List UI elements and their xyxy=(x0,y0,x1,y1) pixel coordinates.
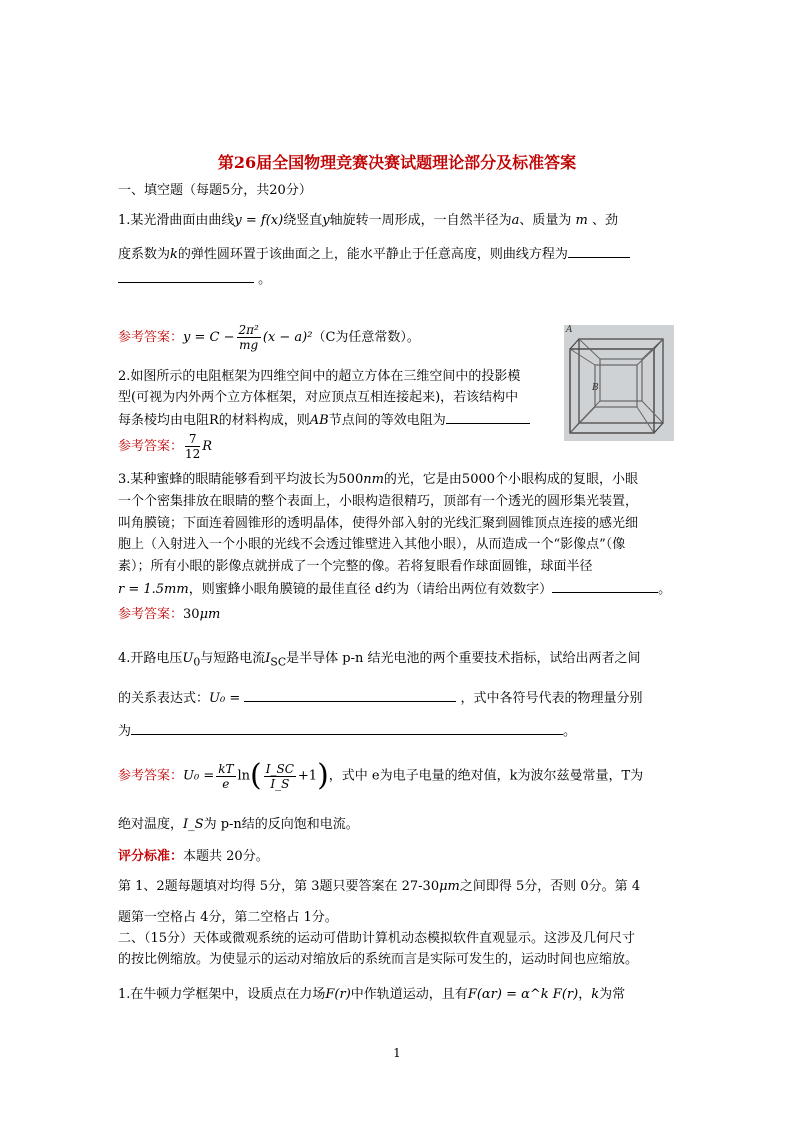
section2-line3: 1.在牛顿力学框架中，设质点在力场F(r)中作轨道运动，且有F(αr) = α^k F(r)，k为常 xyxy=(118,987,626,1002)
q2-line2: 型(可视为内外两个立方体框架，对应顶点互相连接起来)，若该结构中 xyxy=(118,390,519,405)
answer-blank xyxy=(552,580,658,593)
q4-line1: 4.开路电压$U_0$与短路电流$I_{SC}$是半导体 p-n 结光电池的两个重要技术指标，试给出两者之间 xyxy=(118,651,641,669)
q3-line6: r = 1.5mm，则蜜蜂小眼角膜镜的最佳直径 d约为（请给出两位有效数字） 。 xyxy=(118,582,672,597)
figure-label-a: A xyxy=(566,325,573,335)
section1-header: 一、填空题（每题5分，共20分） xyxy=(118,183,312,198)
grading-line1: 评分标准：本题共 20分。 xyxy=(118,849,269,864)
page-number: 1 xyxy=(393,1046,401,1060)
q2-line1: 2.如图所示的电阻框架为四维空间中的超立方体在三维空间中的投影模 xyxy=(118,369,521,384)
q4-answer: 参考答案：U₀ = $\frac{kT}{e}$ ln( $\frac{I\_SC}{I\_S}$ +1)，式中 e为电子电量的绝对值，k为波尔兹曼常量，T为 xyxy=(118,758,644,793)
q1-answer: 参考答案：y = C − $\frac{\text{2π²}}{mg}$ (x − a)²（C为任意常数）。 xyxy=(118,323,420,352)
answer-blank xyxy=(244,689,456,702)
q2-answer: 参考答案： $\frac{7}{12}$ R xyxy=(118,432,213,461)
figure-label-b: B xyxy=(592,383,599,393)
section2-line1: 二、（15分）天体或微观系统的运动可借助计算机动态模拟软件直观显示。这涉及几何尺寸 xyxy=(118,931,636,946)
answer-blank xyxy=(118,270,254,283)
answer-blank xyxy=(568,245,630,258)
answer-blank xyxy=(131,722,563,735)
q3-line2: 一个个密集排放在眼睛的整个表面上，小眼构造很精巧，顶部有一个透光的圆形集光装置， xyxy=(118,494,639,509)
q2-line3: 每条棱均由电阻R的材料构成，则AB节点间的等效电阻为 xyxy=(118,411,530,430)
q4-line2: 的关系表达式：U₀ = ，式中各符号代表的物理量分别 xyxy=(118,691,643,706)
grading-line3: 题第一空格占 4分，第二空格占 1分。 xyxy=(118,910,338,925)
q3-answer: 参考答案：30μm xyxy=(118,607,221,622)
section2-line2: 的按比例缩放。为使显示的运动对缩放后的系统而言是实际可发生的，运动时间也应缩放。 xyxy=(118,952,639,967)
page-title: 第26届全国物理竞赛决赛试题理论部分及标准答案 xyxy=(217,153,577,172)
answer-blank xyxy=(446,411,530,424)
hypercube-figure xyxy=(564,325,674,441)
q4-answer-line2: 绝对温度，I_S为 p-n结的反向饱和电流。 xyxy=(118,817,359,832)
q3-line3: 叫角膜镜；下面连着圆锥形的透明晶体，使得外部入射的光线汇聚到圆锥顶点连接的感光细 xyxy=(118,516,639,531)
q1-line3: 。 xyxy=(118,270,271,289)
q4-line3: 为 。 xyxy=(118,724,577,739)
q3-line4: 胞上（入射进入一个小眼的光线不会透过锥壁进入其他小眼），从而造成一个“影像点”（像 xyxy=(118,537,626,552)
grading-line2: 第 1、2题每题填对均得 5分，第 3题只要答案在 27-30μm之间即得 5分，否则 0分。第 4 xyxy=(118,879,641,894)
q3-line1: 3.某种蜜蜂的眼睛能够看到平均波长为500nm的光，它是由5000个小眼构成的复眼，小眼 xyxy=(118,472,639,487)
q3-line5: 素）；所有小眼的影像点就拼成了一个完整的像。若将复眼看作球面圆锥，球面半径 xyxy=(118,559,593,574)
q1-line2: 度系数为k的弹性圆环置于该曲面之上，能水平静止于任意高度，则曲线方程为 xyxy=(118,245,630,264)
q1-line1: 1.某光滑曲面由曲线y = f(x)绕竖直y轴旋转一周形成，一自然半径为a、质量为 m 、劲 xyxy=(118,213,618,228)
